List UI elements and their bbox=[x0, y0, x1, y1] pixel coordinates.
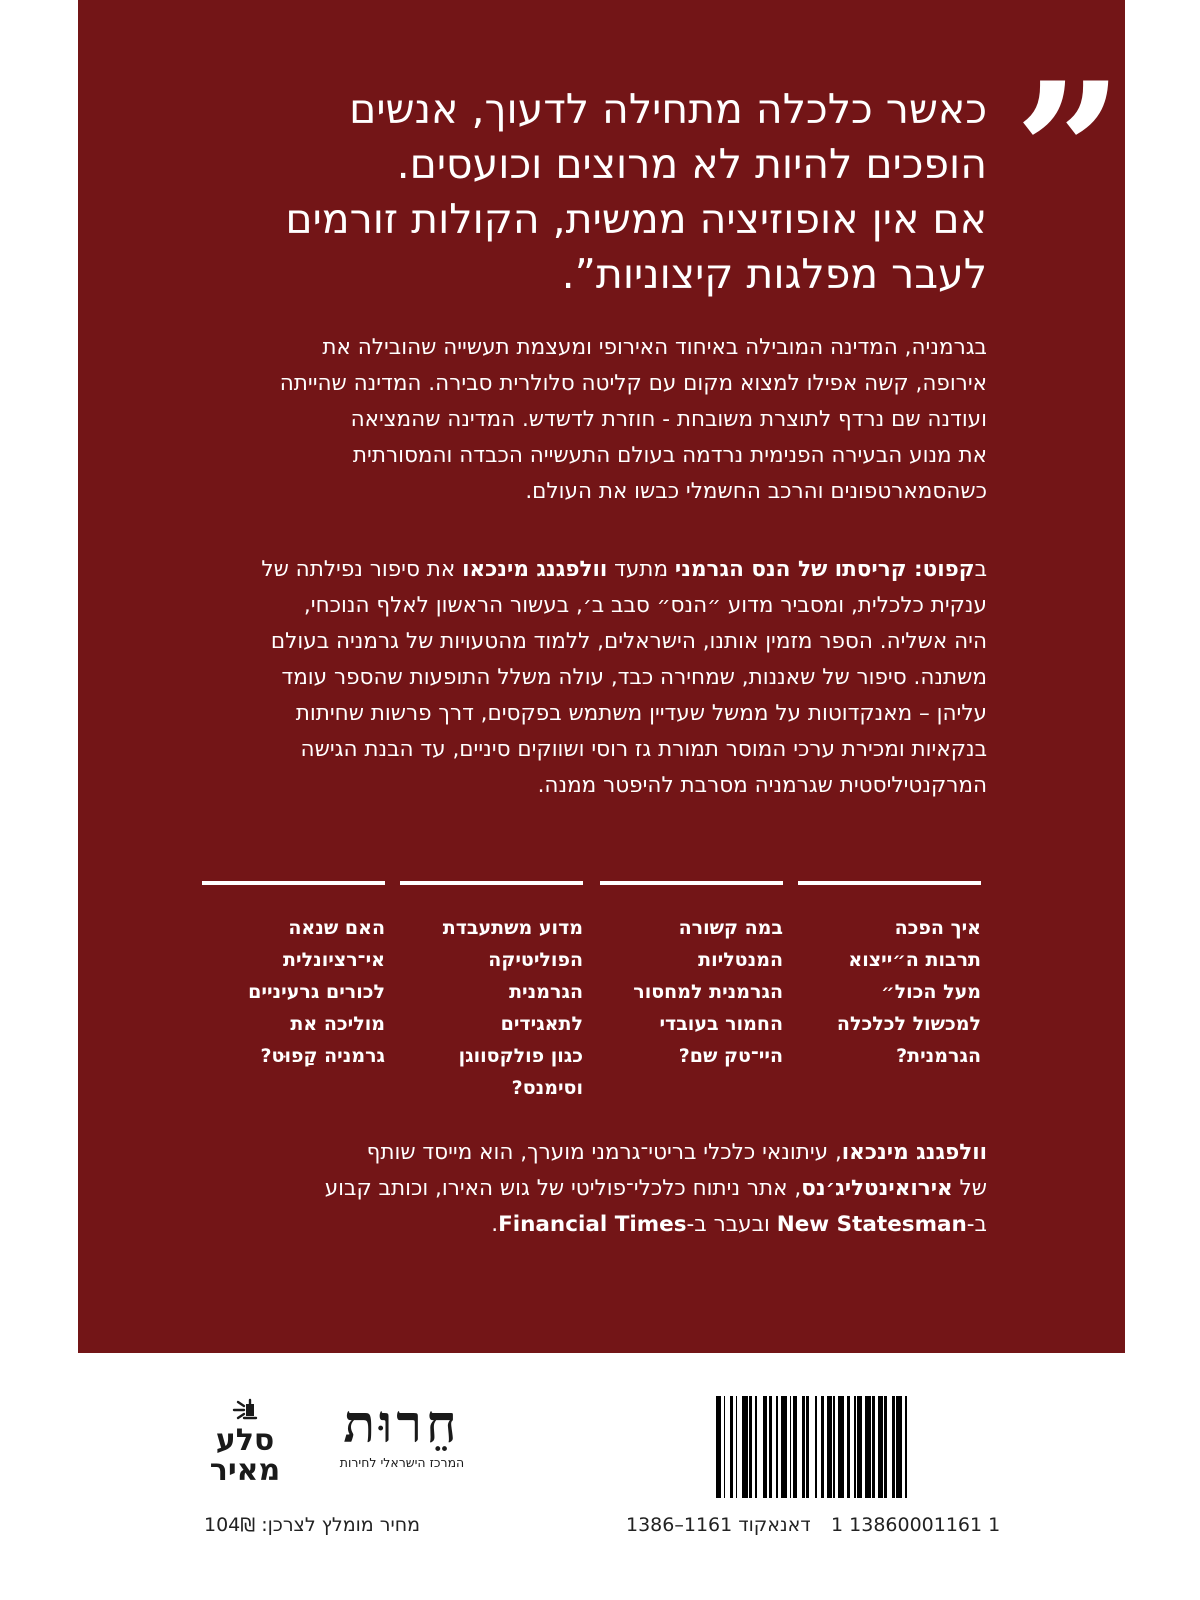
publication-name: New Statesman bbox=[776, 1212, 967, 1237]
summary-line: ענקית כלכלית, ומסביר מדוע ״הנס״ סבב ב׳, בעשור הראשון לאלף הנוכחי, bbox=[303, 593, 987, 618]
author-name: וולפגנג מינכאו bbox=[841, 1140, 987, 1165]
quote-line: לעבר מפלגות קיצוניות”. bbox=[561, 250, 987, 298]
about-line bbox=[197, 1207, 987, 1243]
lighthouse-icon bbox=[234, 1400, 256, 1418]
summary-line: המרקנטיליסטית שגרמניה מסרבת להיפטר ממנה. bbox=[537, 773, 987, 798]
question-column-2 bbox=[593, 912, 783, 1072]
question-line: במה קשורה bbox=[678, 917, 783, 939]
price-label: מחיר מומלץ לצרכן: 104₪ bbox=[204, 1514, 421, 1536]
question-line: לכורים גרעיניים bbox=[248, 981, 385, 1003]
summary-paragraph bbox=[197, 552, 987, 804]
summary-line: בנקאיות ומכירת ערכי המוסר תמורת גז רוסי ושווקים סיניים, עד הבנת הגישה bbox=[300, 737, 987, 762]
about-text: , אתר ניתוח כלכלי־פוליטי של גוש האירו, וכותב קבוע bbox=[324, 1176, 802, 1201]
question-line: תרבות ה״ייצוא bbox=[848, 949, 981, 971]
divider-rule bbox=[798, 881, 981, 885]
question-line: לתאגידים bbox=[500, 1013, 583, 1035]
question-line: המנטליות bbox=[698, 949, 783, 971]
summary-line: היה אשליה. הספר מזמין אותנו, הישראלים, ללמוד מהטעויות של גרמניה בעולם bbox=[270, 629, 987, 654]
intro-line: את מנוע הבעירה הפנימית נרדמה בעולם התעשייה הכבדה והמסורתית bbox=[352, 443, 987, 468]
question-line: הגרמנית bbox=[509, 981, 583, 1003]
intro-line: ועודנה שם נרדף לתוצרת משובחת - חוזרת לדשדש. המדינה שהמציאה bbox=[350, 407, 987, 432]
question-column-4 bbox=[195, 912, 385, 1072]
summary-line: משתנה. סיפור של שאננות, שמחירה כבד, עולה משלל התופעות שהספר עומד bbox=[281, 665, 987, 690]
back-cover-panel bbox=[78, 0, 1125, 1353]
question-line: איך הפכה bbox=[894, 917, 981, 939]
imprint-logo bbox=[204, 1398, 286, 1484]
summary-line bbox=[197, 552, 987, 588]
divider-rule bbox=[400, 881, 583, 885]
question-line: האם שנאה bbox=[288, 917, 385, 939]
author-name: וולפגנג מינכאו bbox=[462, 557, 608, 582]
about-text: ב- bbox=[966, 1212, 987, 1237]
website-name: אירואינטליג׳נס bbox=[801, 1176, 953, 1201]
question-line: כגון פולקסווגן bbox=[458, 1045, 583, 1067]
barcode bbox=[716, 1396, 984, 1498]
question-column-3 bbox=[393, 912, 583, 1104]
quote-mark: ” bbox=[1014, 41, 1124, 264]
intro-line: בגרמניה, המדינה המובילה באיחוד האירופי ומעצמת תעשייה שהובילה את bbox=[322, 335, 987, 360]
quote-line: הופכים להיות לא מרוצים וכועסים. bbox=[396, 140, 987, 188]
summary-text: מתעד bbox=[607, 557, 675, 582]
about-text: ובעבר ב- bbox=[686, 1212, 777, 1237]
danacode: דאנאקוד 1161–1386 bbox=[626, 1514, 811, 1536]
question-line: היי־טק שם? bbox=[678, 1045, 783, 1067]
question-line: מעל הכול״ bbox=[881, 981, 981, 1003]
about-line bbox=[197, 1171, 987, 1207]
about-line bbox=[197, 1135, 987, 1171]
question-line: הגרמנית למחסור bbox=[633, 981, 783, 1003]
summary-prefix: ב bbox=[974, 557, 987, 582]
question-column-1 bbox=[791, 912, 981, 1072]
pull-quote bbox=[247, 82, 987, 302]
about-text: , עיתונאי כלכלי בריטי־גרמני מוערך, הוא מייסד שותף bbox=[366, 1140, 842, 1165]
summary-line: עליהן – מאנקדוטות על ממשל שעדיין משתמש בפקסים, דרך פרשות שחיתות bbox=[295, 701, 987, 726]
question-line: וסימנס? bbox=[511, 1077, 583, 1099]
intro-line: כשהסמארטפונים והרכב החשמלי כבשו את העולם. bbox=[525, 479, 987, 504]
publisher-tagline: המרכז הישראלי לחירות bbox=[339, 1455, 465, 1470]
quote-line: אם אין אופוזיציה ממשית, הקולות זורמים bbox=[285, 195, 987, 243]
book-title: קפוט: קריסתו של הנס הגרמני bbox=[674, 557, 975, 582]
about-text: . bbox=[491, 1212, 499, 1237]
publication-name: Financial Times bbox=[498, 1212, 687, 1237]
question-line: מדוע משתעבדת bbox=[442, 917, 583, 939]
publisher-name: חֵרוּת bbox=[343, 1394, 461, 1455]
summary-text: את סיפור נפילתה של bbox=[261, 557, 463, 582]
about-author-paragraph bbox=[197, 1135, 987, 1243]
divider-rule bbox=[600, 881, 783, 885]
divider-rule bbox=[202, 881, 385, 885]
question-line: למכשול לכלכלה bbox=[836, 1013, 981, 1035]
imprint-name: מאיר bbox=[209, 1453, 281, 1484]
question-line: הגרמנית? bbox=[896, 1045, 981, 1067]
about-text: של bbox=[952, 1176, 987, 1201]
question-line: גרמניה קַפוּט? bbox=[260, 1045, 385, 1067]
question-line: החמור בעובדי bbox=[659, 1013, 783, 1035]
question-line: הפוליטיקה bbox=[488, 949, 583, 971]
imprint-name: סלע bbox=[215, 1423, 275, 1458]
question-line: אי־רציונלית bbox=[283, 949, 385, 971]
intro-paragraph bbox=[197, 330, 987, 510]
isbn-number: 1 13860001161 1 bbox=[831, 1514, 1001, 1536]
intro-line: אירופה, קשה אפילו למצוא מקום עם קליטה סלולרית סבירה. המדינה שהייתה bbox=[279, 371, 987, 396]
publisher-logo bbox=[322, 1396, 482, 1486]
question-line: מוליכה את bbox=[290, 1013, 385, 1035]
quote-line: כאשר כלכלה מתחילה לדעוך, אנשים bbox=[349, 85, 987, 133]
